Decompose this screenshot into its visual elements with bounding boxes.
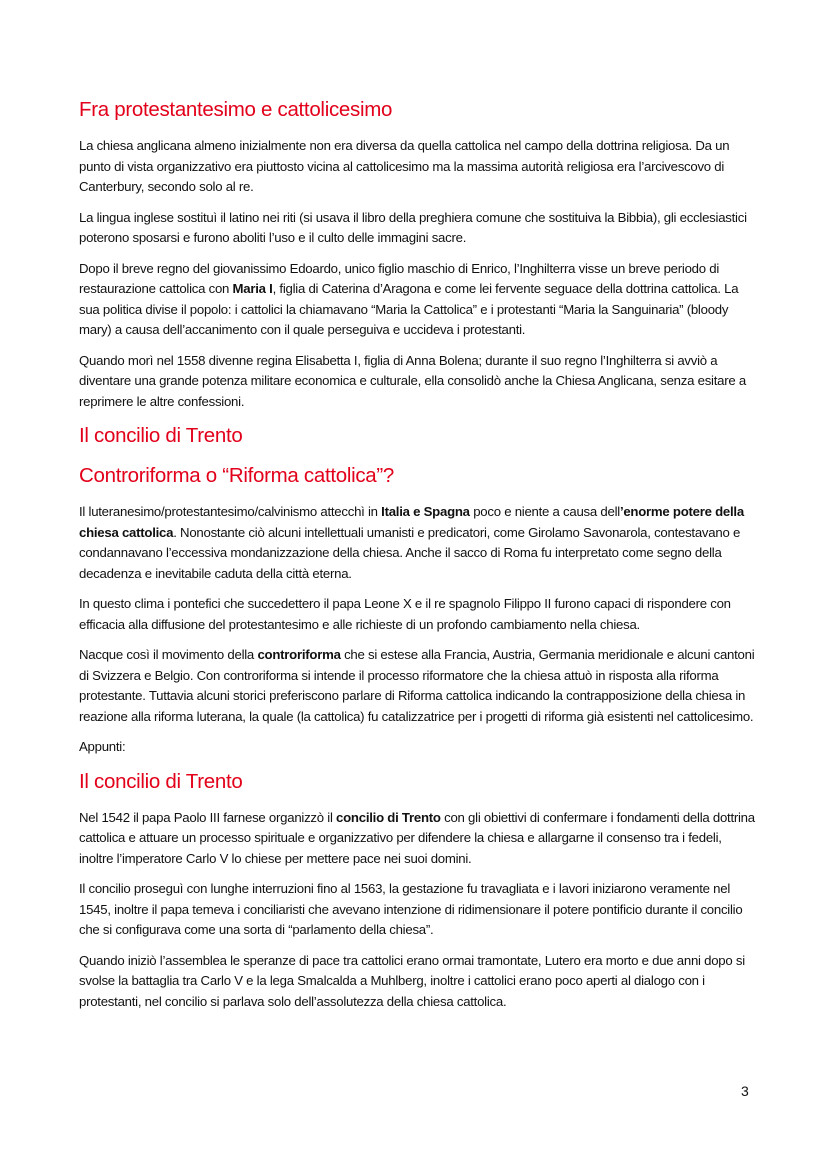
text-run: Il luteranesimo/protestantesimo/calvinismo attecchì in (79, 504, 382, 519)
section-heading: Il concilio di Trento (79, 424, 243, 447)
text-run: con gli obiettivi di confermare i fondamenti della dottrina cattolica e attuare un processo spirituale e organizzativo per difendere la chiesa e allargarne il consenso tra i fedeli, inoltre l’imperatore Carlo V lo chiese per mettere pace nei suoi domini. (79, 809, 755, 866)
text-run: Quando iniziò l’assemblea le speranze di pace tra cattolici erano ormai tramontate, Lutero era morto e due anni dopo si svolse la battaglia tra Carlo V e la lega Smalcalda a Muhlberg, inoltre i cattolici erano poco aperti al dialogo con i protestanti, nel concilio si parlava solo dell’assolutezza della chiesa cattolica. (79, 952, 745, 1009)
text-run: Il concilio proseguì con lunghe interruzioni fino al 1563, la gestazione fu travagliata e i lavori iniziarono veramente nel 1545, inoltre il papa temeva i conciliaristi che avevano intenzione di ridimensionare il potere pontificio durante il concilio che si configurava come una sorta di “parlamento della chiesa”. (79, 881, 743, 937)
paragraph (79, 259, 755, 341)
text-run: La lingua inglese sostituì il latino nei riti (si usava il libro della preghiera comune che sostituiva la Bibbia), gli ecclesiastici poterono sposarsi e furono aboliti l’uso e il culto delle immagini sacre. (79, 209, 747, 245)
bold-text: controriforma (257, 647, 341, 662)
text-run: Appunti: (79, 739, 126, 754)
bold-text: ’enorme potere della chiesa cattolica (79, 504, 744, 540)
text-run: In questo clima i pontefici che succedettero il papa Leone X e il re spagnolo Filippo II furono capaci di rispondere con efficacia alla diffusione del protestantesimo e alle richieste di un profondo cambiamento nella chiesa. (79, 596, 731, 632)
paragraph (79, 645, 755, 727)
bold-text: Maria I (232, 281, 273, 296)
text-run: Nacque così il movimento della (79, 647, 258, 662)
paragraph (79, 208, 755, 249)
bold-text: concilio di Trento (336, 809, 441, 825)
paragraph (79, 136, 755, 198)
paragraph (79, 879, 755, 941)
paragraph (79, 808, 755, 870)
text-run: , figlia di Caterina d’Aragona e come lei fervente seguace della dottrina cattolica. La sua politica divise il popolo: i cattolici la chiamavano “Maria la Cattolica” e i protestanti “Maria la Sanguinaria” (bloody mary) a causa dell’accanimento con il quale perseguiva e uccideva i protestanti. (79, 281, 739, 337)
text-run: Dopo il breve regno del giovanissimo Edoardo, unico figlio maschio di Enrico, l’Inghilterra visse un breve periodo di restaurazione cattolica con (79, 260, 720, 296)
paragraph (79, 594, 755, 635)
paragraph (79, 951, 755, 1013)
paragraph (79, 737, 755, 758)
text-run: . Nonostante ciò alcuni intellettuali umanisti e predicatori, come Girolamo Savonarola, contestavano e condannavano l’eccessiva mondanizzazione della chiesa. Anche il sacco di Roma fu interpretato come segno della decadenza e inevitabile caduta della città eterna. (79, 524, 741, 581)
document-page (79, 96, 755, 1022)
paragraph (79, 351, 755, 413)
section-heading: Il concilio di Trento (79, 769, 243, 793)
text-run: La chiesa anglicana almeno inizialmente non era diversa da quella cattolica nel campo della dottrina religiosa. Da un punto di vista organizzativo era piuttosto vicina al cattolicesimo ma la massima autorità religiosa era l’arcivescovo di Canterbury, secondo solo al re. (79, 138, 730, 194)
section-heading: Fra protestantesimo e cattolicesimo (79, 98, 393, 121)
text-run: Nel 1542 il papa Paolo III farnese organizzò il (79, 809, 337, 825)
bold-text: Italia e Spagna (381, 504, 470, 519)
paragraph (79, 502, 755, 584)
text-run: che si estese alla Francia, Austria, Germania meridionale e alcuni cantoni di Svizzera e Belgio. Con controriforma si intende il processo riformatore che la chiesa attuò in risposta alla riforma protestante. Tuttavia alcuni storici preferiscono parlare di Riforma cattolica indicando la contrapposizione della chiesa in reazione alla riforma luterana, la quale (la cattolica) fu catalizzatrice per i progetti di riforma già esistenti nel cattolicesimo. (79, 647, 755, 724)
text-run: poco e niente a causa dell (469, 504, 620, 519)
section-heading: Controriforma o “Riforma cattolica”? (79, 464, 395, 487)
text-run: Quando morì nel 1558 divenne regina Elisabetta I, figlia di Anna Bolena; durante il suo regno l’Inghilterra si avviò a diventare una grande potenza militare economica e culturale, ella consolidò anche la Chiesa Anglicana, senza esitare a reprimere le altre confessioni. (79, 352, 746, 409)
page-number: 3 (741, 1083, 749, 1099)
